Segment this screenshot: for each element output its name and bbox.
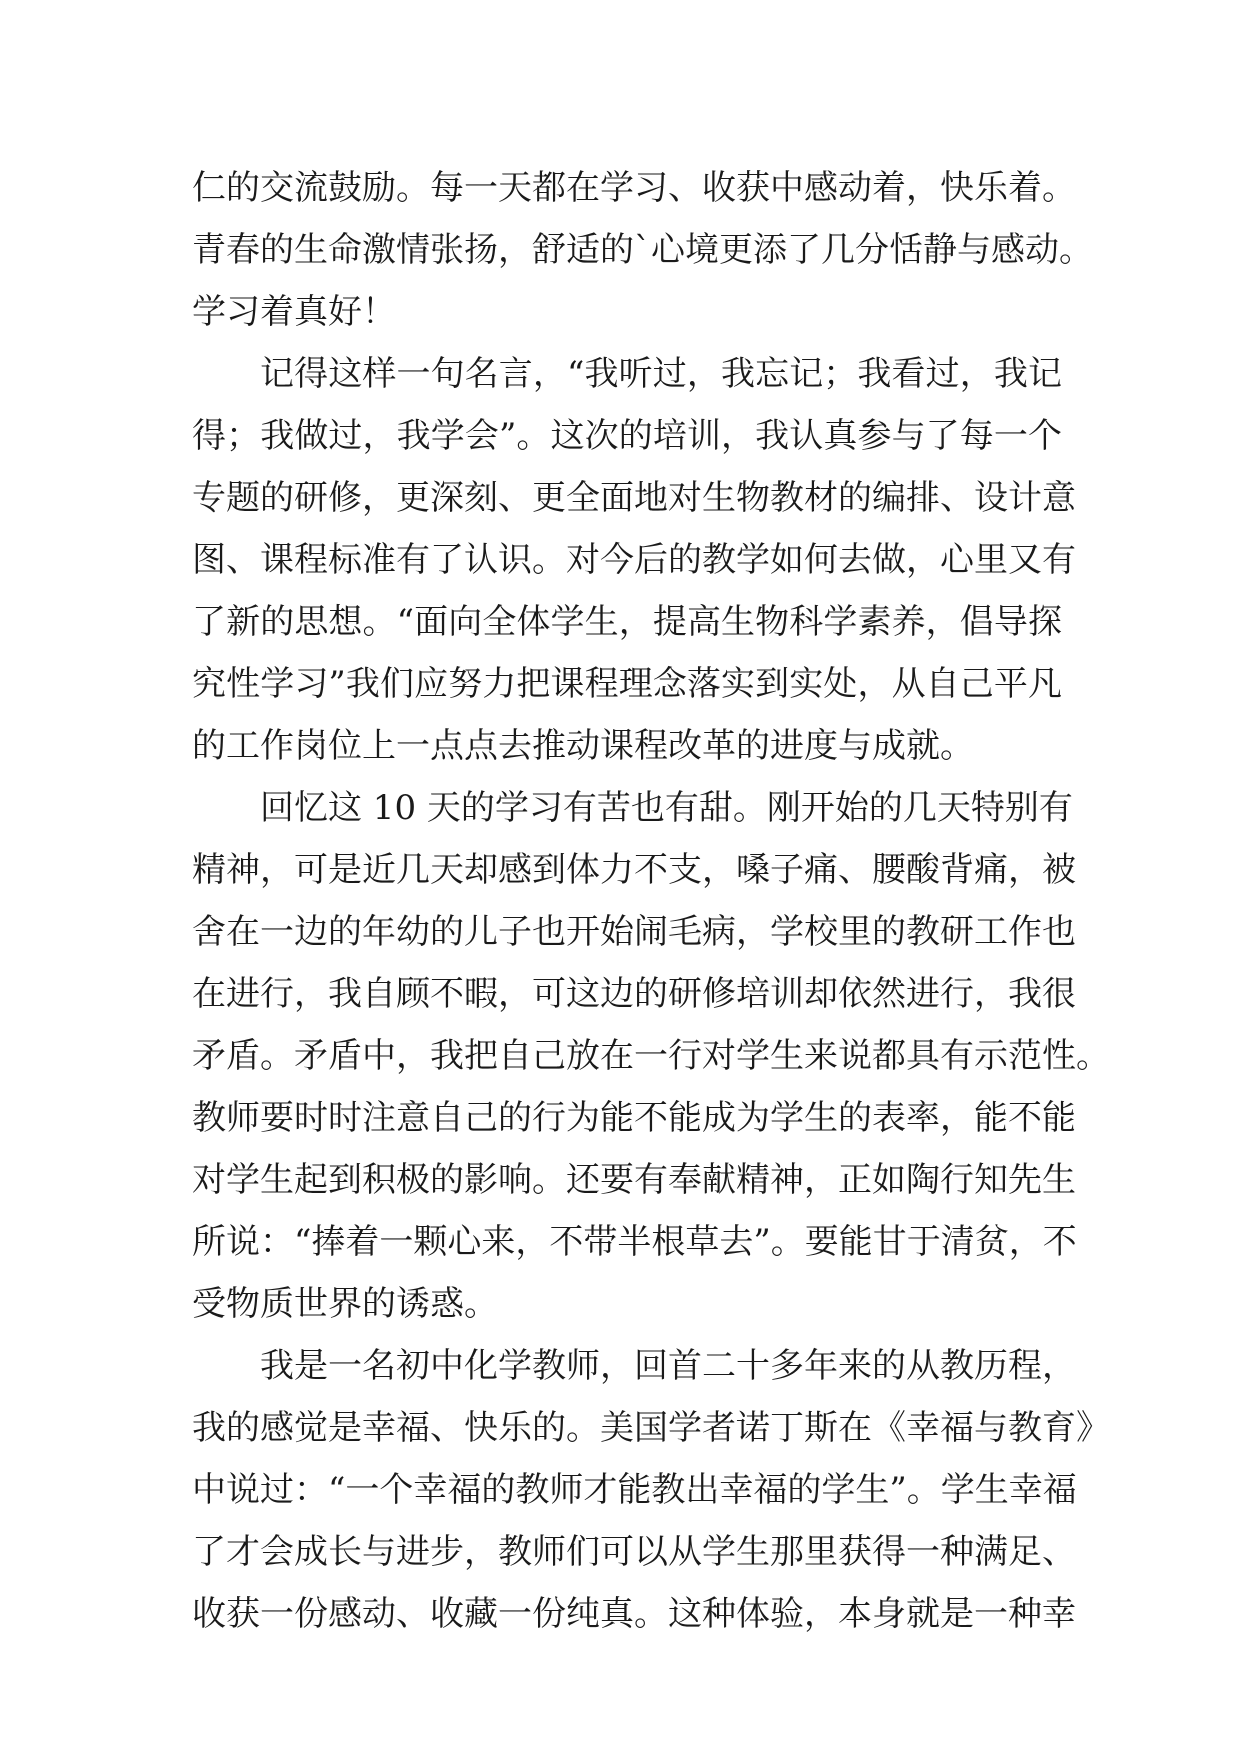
text-line: 图、课程标准有了认识。对今后的教学如何去做，心里又有 <box>192 540 1076 580</box>
body-text <box>192 157 1110 1645</box>
text-line: 精神，可是近几天却感到体力不支，嗓子痛、腰酸背痛，被 <box>192 850 1076 890</box>
text-line: 矛盾。矛盾中，我把自己放在一行对学生来说都具有示范性。 <box>192 1036 1110 1076</box>
text-line: 舍在一边的年幼的儿子也开始闹毛病，学校里的教研工作也 <box>192 912 1076 952</box>
text-line: 教师要时时注意自己的行为能不能成为学生的表率，能不能 <box>192 1098 1076 1138</box>
text-line: 了新的思想。“面向全体学生，提高生物科学素养，倡导探 <box>192 602 1062 642</box>
paragraph-2 <box>192 343 1076 777</box>
text-line: 所说：“捧着一颗心来，不带半根草去”。要能甘于清贫，不 <box>192 1222 1077 1262</box>
text-line: 学习着真好！ <box>192 292 396 332</box>
text-line: 对学生起到积极的影响。还要有奉献精神，正如陶行知先生 <box>192 1160 1076 1200</box>
text-line: 仁的交流鼓励。每一天都在学习、收获中感动着，快乐着。 <box>192 168 1076 208</box>
text-line: 得；我做过，我学会”。这次的培训，我认真参与了每一个 <box>192 416 1062 456</box>
text-line: 我的感觉是幸福、快乐的。美国学者诺丁斯在《幸福与教育》 <box>192 1408 1110 1448</box>
text-line: 收获一份感动、收藏一份纯真。这种体验，本身就是一种幸 <box>192 1594 1076 1634</box>
text-line: 记得这样一句名言，“我听过，我忘记；我看过，我记 <box>260 354 1062 394</box>
text-line: 青春的生命激情张扬，舒适的`心境更添了几分恬静与感动。 <box>192 230 1093 270</box>
text-line: 中说过：“一个幸福的教师才能教出幸福的学生”。学生幸福 <box>192 1470 1077 1510</box>
paragraph-1 <box>192 157 1093 343</box>
text-line: 回忆这 10 天的学习有苦也有甜。刚开始的几天特别有 <box>260 788 1073 828</box>
text-line: 的工作岗位上一点点去推动课程改革的进度与成就。 <box>192 726 974 766</box>
text-line: 究性学习”我们应努力把课程理念落实到实处，从自己平凡 <box>192 664 1062 704</box>
text-line: 专题的研修，更深刻、更全面地对生物教材的编排、设计意 <box>192 478 1076 518</box>
text-line: 我是一名初中化学教师，回首二十多年来的从教历程， <box>260 1346 1076 1386</box>
text-line: 在进行，我自顾不暇，可这边的研修培训却依然进行，我很 <box>192 974 1076 1014</box>
text-line: 了才会成长与进步，教师们可以从学生那里获得一种满足、 <box>192 1532 1076 1572</box>
text-line: 受物质世界的诱惑。 <box>192 1284 498 1324</box>
paragraph-3 <box>192 777 1110 1335</box>
paragraph-4 <box>192 1335 1110 1645</box>
